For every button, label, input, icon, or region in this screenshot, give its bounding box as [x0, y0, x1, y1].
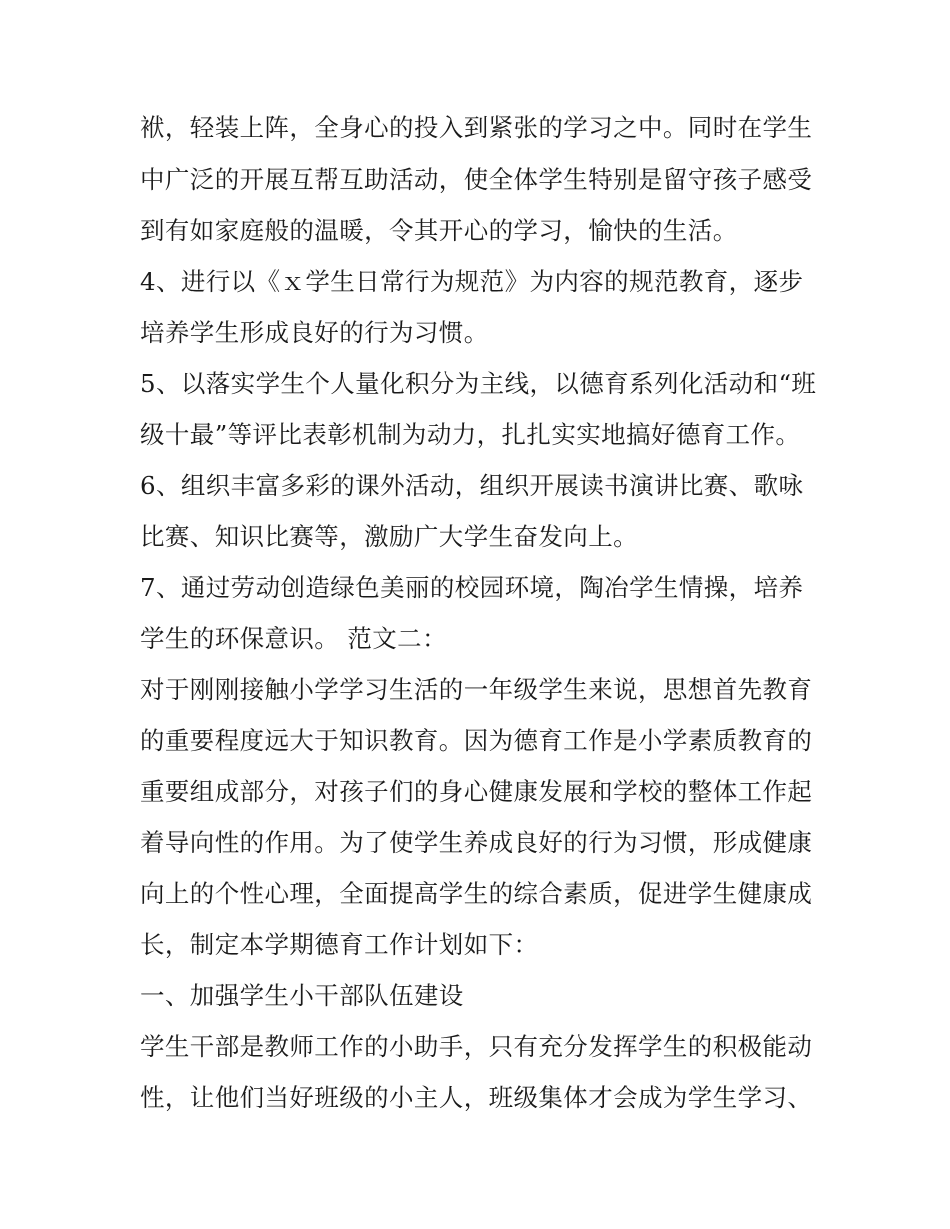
- paragraph-line: 长，制定本学期德育工作计划如下：: [140, 930, 539, 959]
- text-line: 比赛、知识比赛等，激励广大学生奋发向上。: [140, 522, 638, 551]
- text-line: 到有如家庭般的温暖，令其开心的学习，愉快的生活。: [140, 216, 738, 245]
- paragraph-line: 向上的个性心理，全面提高学生的综合素质，促进学生健康成: [140, 879, 813, 908]
- list-item-5: 5、以落实学生个人量化积分为主线，以德育系列化活动和“班: [140, 369, 817, 398]
- paragraph-line: 着导向性的作用。为了使学生养成良好的行为习惯，形成健康: [140, 828, 813, 857]
- list-item-7: 7、通过劳动创造绿色美丽的校园环境，陶冶学生情操，培养: [140, 573, 804, 602]
- paragraph-line: 重要组成部分，对孩子们的身心健康发展和学校的整体工作起: [140, 777, 813, 806]
- text-line: 袱，轻装上阵，全身心的投入到紧张的学习之中。同时在学生: [140, 113, 813, 142]
- paragraph-line: 学生干部是教师工作的小助手，只有充分发挥学生的积极能动: [140, 1032, 813, 1061]
- list-item-4: 4、进行以《ｘ学生日常行为规范》为内容的规范教育，逐步: [140, 267, 804, 296]
- paragraph-line: 性，让他们当好班级的小主人，班级集体才会成为学生学习、: [140, 1083, 813, 1112]
- paragraph-line: 的重要程度远大于知识教育。因为德育工作是小学素质教育的: [140, 726, 813, 755]
- text-line: 中广泛的开展互帮互助活动，使全体学生特别是留守孩子感受: [140, 165, 813, 194]
- section-heading: 一、加强学生小干部队伍建设: [140, 981, 464, 1010]
- text-line: 级十最”等评比表彰机制为动力，扎扎实实地搞好德育工作。: [140, 420, 801, 449]
- list-item-6: 6、组织丰富多彩的课外活动，组织开展读书演讲比赛、歌咏: [140, 471, 804, 500]
- paragraph-line: 对于刚刚接触小学学习生活的一年级学生来说，思想首先教育: [140, 675, 813, 704]
- text-line: 学生的环保意识。 范文二：: [140, 624, 447, 653]
- text-line: 培养学生形成良好的行为习惯。: [140, 318, 489, 347]
